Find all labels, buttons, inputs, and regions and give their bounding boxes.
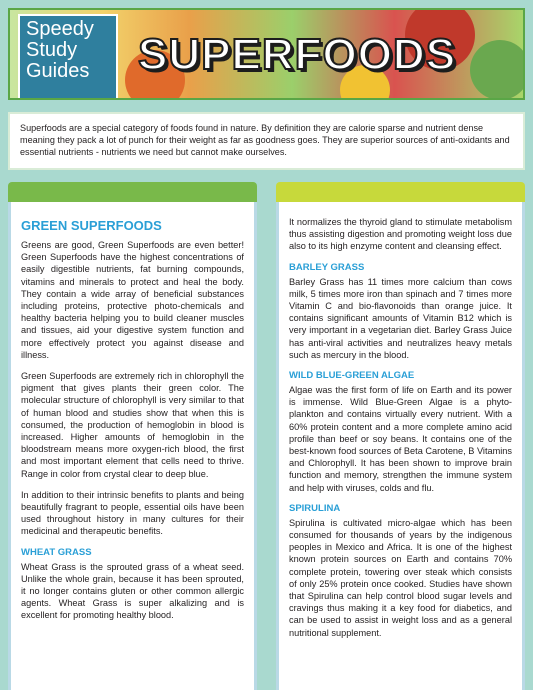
paragraph: Green Superfoods are extremely rich in chlorophyll the pigment that gives plants their green color. The molecular structure of chlorophyll is very similar to that of human blood and studies show that when this is consumed, the production of hemoglobin in blood is increased. Higher amounts of hemoglobin in the bloodstream means more oxygen-rich blood, the first and most important element that cells need to thrive. Range in color from crystal clear to deep blue. [21, 371, 244, 479]
barley-grass-heading: BARLEY GRASS [289, 261, 365, 273]
wheat-grass-heading: WHEAT GRASS [21, 546, 92, 558]
paragraph: Spirulina is cultivated micro-algae which has been consumed for thousands of years by the indigenous peoples in Mexico and Africa. It is one of the highest known protein sources on Earth and contains 70% complete protein, towering over steak which consists of only 25% protein once cooked. Studies have shown that Spirulina can help control blood sugar levels and cravings thus making it a key food for diabetics, and can be used to assist in weight loss and as a general nutritional supplement. [289, 517, 512, 638]
spirulina-heading: SPIRULINA [289, 502, 341, 514]
logo-line: Speedy [26, 18, 94, 40]
paragraph: Wheat Grass is the sprouted grass of a wheat seed. Unlike the whole grain, because it has been sprouted, it no longer contains gluten or other common allergic agents. Wheat Grass is super alkalizing and is excellent for promoting healthy blood. [21, 561, 244, 621]
algae-heading: WILD BLUE-GREEN ALGAE [289, 370, 415, 382]
paragraph: Algae was the first form of life on Earth and its power is immense. Wild Blue-Green Algae is a phyto-plankton and contains virtually every nutrient. With a 60% protein content and a more complete amino acid profile than beef or soy beans. It contains one of the best-known food sources of Beta Carotene, B Vitamins and Chlorophyll. It has been shown to improve brain function and memory, strengthen the immune system and help with viruses, colds and flu. [289, 385, 513, 493]
paragraph: It normalizes the thyroid gland to stimulate metabolism thus assisting digestion and promoting weight loss due also to its high enzyme content and cleansing effect. [289, 217, 512, 252]
left-column-tab [8, 182, 257, 202]
banner-food-photo [470, 40, 525, 100]
intro-section [0, 104, 533, 174]
speedy-study-guides-logo [18, 14, 118, 100]
header-banner [8, 8, 525, 100]
paragraph: Greens are good, Green Superfoods are even better! Green Superfoods have the highest concentrations of easily digestible nutrients, fat burning compounds, vitamins and minerals to protect and heal the body. They contain a wide array of beneficial substances including proteins, protective photo-chemicals and healthy bacteria helping you to build cleaner muscles and tissues, aid your digestive system function and more effectively protect you against disease and illness. [21, 240, 244, 360]
page-title: SUPERFOODS [138, 30, 457, 79]
green-superfoods-heading: GREEN SUPERFOODS [21, 218, 162, 233]
logo-line: Guides [26, 60, 90, 82]
intro-text: Superfoods are a special category of foods found in nature. By definition they are calorie sparse and nutrient dense meaning they pack a lot of punch for their weight as far as goodness goes. They are superior sources of anti-oxidants and essential nutrients - nutrients we need but cannot make ourselves. [8, 112, 525, 170]
left-column [8, 202, 257, 690]
right-column-tab [276, 182, 525, 202]
paragraph: Barley Grass has 11 times more calcium than cows milk, 5 times more iron than spinach and 7 times more Vitamin C and bio-flavonoids than orange juice. It contains significant amounts of Vitamin B12 which is very important in a vegetarian diet. Barley Grass Juice has anti-viral activities and neutralizes heavy metals such as mercury in the blood. [289, 276, 512, 360]
paragraph: In addition to their intrinsic benefits to plants and being beautifully fragrant to people, essential oils have been used throughout history in many cultures for their medicinal and therapeutic benefits. [21, 489, 244, 537]
logo-line: Study [26, 39, 78, 61]
right-column [276, 202, 525, 690]
